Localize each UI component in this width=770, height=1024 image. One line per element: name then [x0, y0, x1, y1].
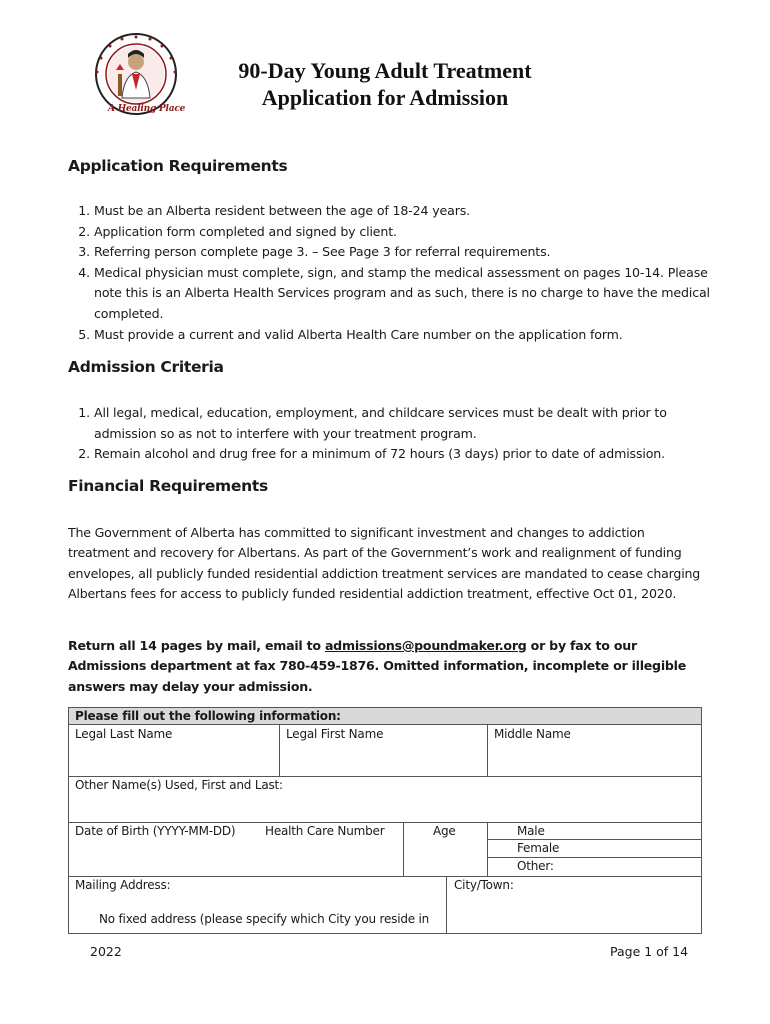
return-notice: Return all 14 pages by mail, email to admissions@poundmaker.org or by fax to our Admissions department at fax 780-459-1876. Omitted information, incomplete or illegible answers may delay your admission. [68, 638, 687, 694]
gender-male-option[interactable]: Male [517, 824, 545, 838]
title-line-2: Application for Admission [261, 85, 509, 110]
gender-female-option[interactable]: Female [517, 841, 560, 855]
title-line-1: 90-Day Young Adult Treatment [238, 58, 532, 83]
logo-tagline: A Healing Place [108, 104, 186, 114]
list-item: 1. All legal, medical, education, employment, and childcare services must be dealt with prior to admission so as not to interfere with your treatment program. [78, 405, 667, 441]
other-names-field[interactable]: Other Name(s) Used, First and Last: [75, 778, 283, 792]
date-of-birth-field[interactable]: Date of Birth (YYYY-MM-DD) [75, 824, 236, 838]
list-item: 3. Referring person complete page 3. – See Page 3 for referral requirements. [78, 244, 551, 260]
health-care-number-field[interactable]: Health Care Number [265, 824, 385, 838]
legal-last-name-field[interactable]: Legal Last Name [75, 727, 173, 741]
list-item: 2. Application form completed and signed by client. [78, 223, 397, 239]
no-fixed-address-option[interactable]: No fixed address (please specify which City you reside in [99, 912, 430, 926]
legal-first-name-field[interactable]: Legal First Name [286, 727, 384, 741]
list-item: 5. Must provide a current and valid Alberta Health Care number on the application form. [78, 326, 623, 342]
form-header: Please fill out the following information: [69, 708, 701, 725]
admissions-email-link[interactable]: admissions@poundmaker.org [324, 638, 527, 653]
admission-criteria-list [70, 403, 710, 465]
mailing-address-field[interactable]: Mailing Address: [75, 878, 171, 892]
application-requirements-heading: Application Requirements [68, 157, 288, 175]
list-item: 1. Must be an Alberta resident between the age of 18-24 years. [78, 203, 471, 218]
page-title [200, 57, 570, 111]
financial-requirements-paragraph: The Government of Alberta has committed to significant investment and changes to addiction treatment and recovery for Albertans. As part of the Government’s work and realignment of funding envelopes, all publicly funded residential addiction treatment services are mandated to cease charging Albertans fees for access to publicly funded residential addiction treatment, effective Oct 01, 2020. [68, 525, 701, 602]
list-item: 2. Remain alcohol and drug free for a minimum of 72 hours (3 days) prior to date of admission. [78, 446, 665, 462]
client-information-form [68, 707, 702, 934]
footer-year: 2022 [90, 944, 122, 959]
footer-page-number: Page 1 of 14 [610, 944, 689, 959]
admission-criteria-heading: Admission Criteria [68, 358, 224, 376]
city-town-field[interactable]: City/Town: [454, 878, 514, 892]
application-requirements-list [70, 201, 710, 345]
middle-name-field[interactable]: Middle Name [494, 727, 571, 741]
age-field[interactable]: Age [433, 824, 456, 838]
gender-other-option[interactable]: Other: [517, 859, 554, 873]
list-item: 4. Medical physician must complete, sign, and stamp the medical assessment on pages 10-14. Please note this is an Alberta Health Services program and as such, there is no charge to have the medical completed. [78, 264, 710, 321]
financial-requirements-heading: Financial Requirements [68, 477, 268, 495]
